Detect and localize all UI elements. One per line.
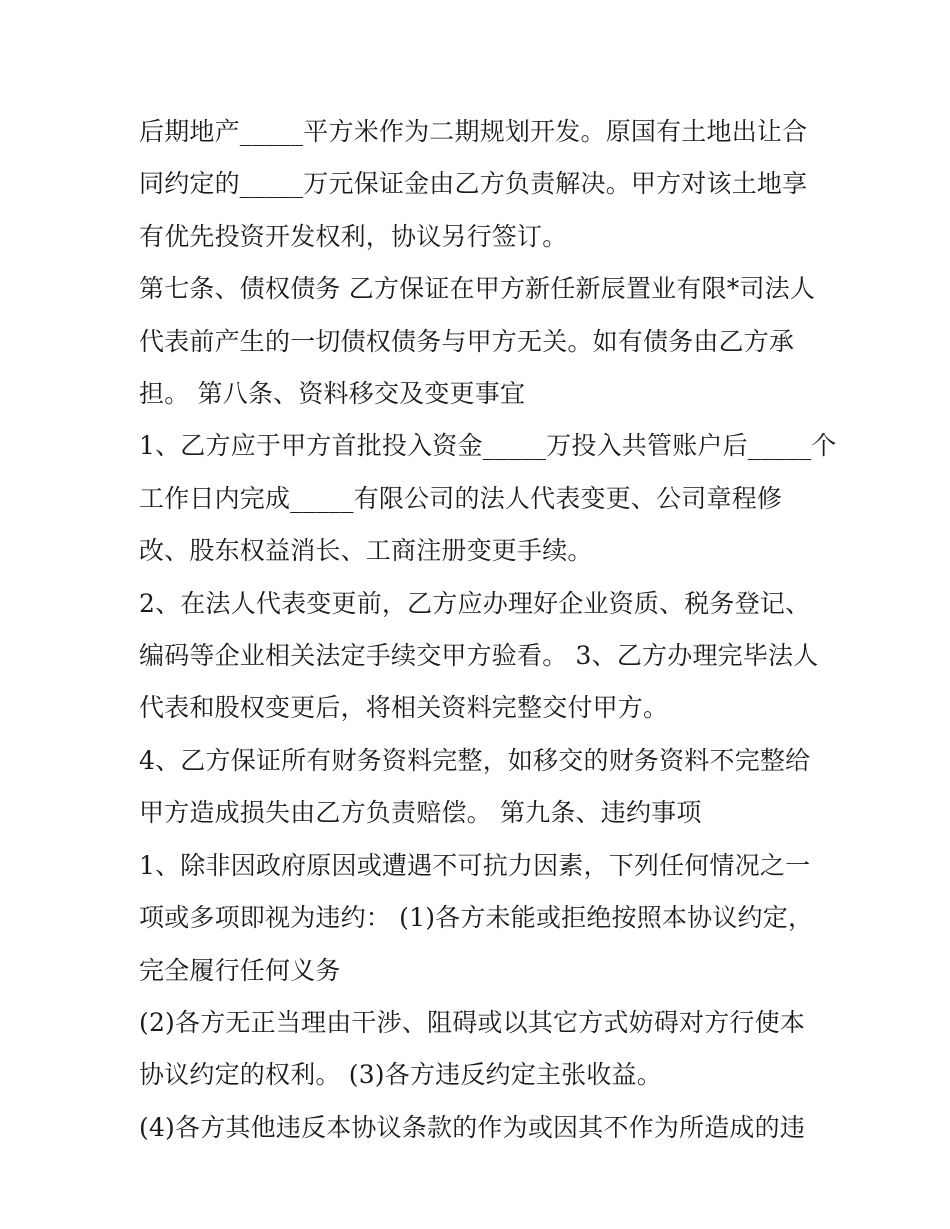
text-line: 有优先投资开发权利，协议另行签订。 bbox=[139, 221, 568, 251]
text-line: (4)各方其他违反本协议条款的作为或因其不作为所造成的违 bbox=[139, 1112, 806, 1142]
text-line: 项或多项即视为违约： (1)各方未能或拒绝按照本协议约定， bbox=[139, 903, 814, 933]
text-line: 甲方造成损失由乙方负责赔偿。 第九条、违约事项 bbox=[139, 798, 702, 828]
text-line: 1、除非因政府原因或遭遇不可抗力因素，下列任何情况之一 bbox=[139, 850, 811, 880]
text-line: 代表前产生的一切债权债务与甲方无关。如有债务由乙方承 bbox=[139, 326, 795, 356]
text-line: 2、在法人代表变更前，乙方应办理好企业资质、税务登记、 bbox=[139, 588, 811, 618]
text-line: 4、乙方保证所有财务资料完整，如移交的财务资料不完整给 bbox=[139, 745, 811, 775]
text-line: 完全履行任何义务 bbox=[139, 955, 341, 985]
text-line: 代表和股权变更后，将相关资料完整交付甲方。 bbox=[139, 693, 669, 723]
text-line: 协议约定的权利。 (3)各方违反约定主张收益。 bbox=[139, 1060, 662, 1090]
text-line: (2)各方无正当理由干涉、阻碍或以其它方式妨碍对方行使本 bbox=[139, 1007, 806, 1037]
text-line: 后期地产_____平方米作为二期规划开发。原国有土地出让合 bbox=[139, 117, 808, 146]
text-line: 改、股东权益消长、工商注册变更手续。 bbox=[139, 536, 593, 566]
text-line: 1、乙方应于甲方首批投入资金_____万投入共管账户后_____个 bbox=[139, 431, 837, 461]
text-line: 同约定的_____万元保证金由乙方负责解决。甲方对该土地享 bbox=[139, 169, 808, 199]
text-line: 工作日内完成_____有限公司的法人代表变更、公司章程修 bbox=[139, 483, 783, 513]
text-line: 第七条、债权债务 乙方保证在甲方新任新辰置业有限*司法人 bbox=[139, 274, 816, 304]
text-line: 担。 第八条、资料移交及变更事宜 bbox=[139, 379, 526, 409]
document-body bbox=[139, 106, 837, 1154]
text-line: 编码等企业相关法定手续交甲方验看。 3、乙方办理完毕法人 bbox=[139, 641, 819, 671]
